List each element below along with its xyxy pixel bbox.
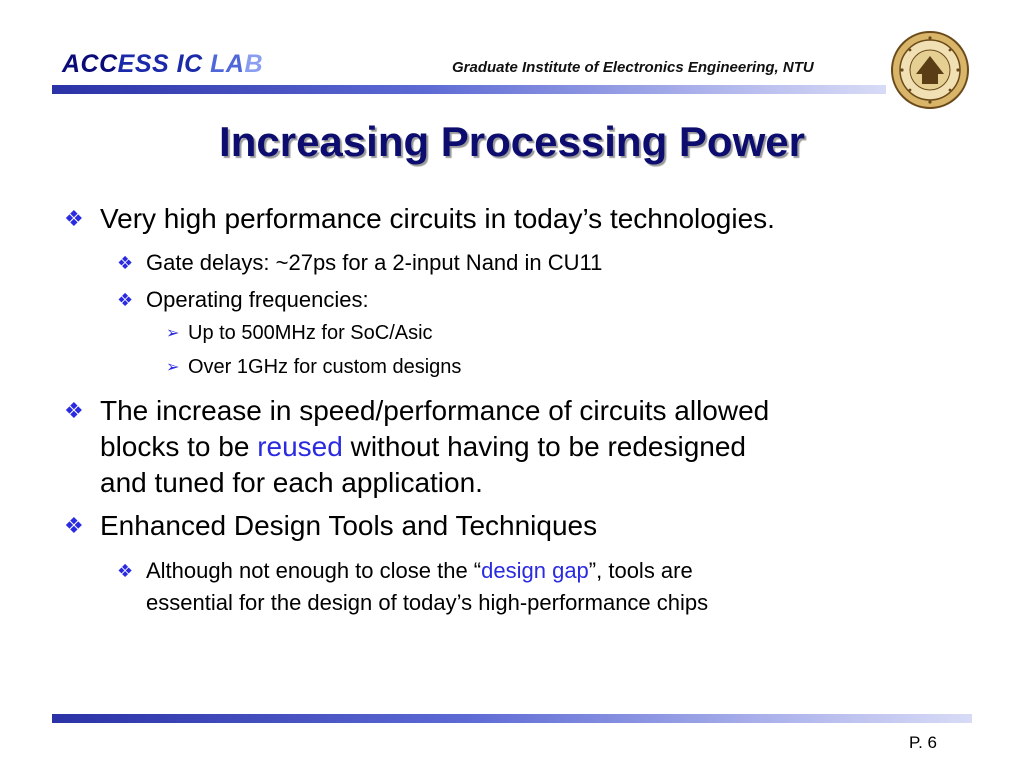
bullet-1b-2-text: Over 1GHz for custom designs xyxy=(188,356,462,378)
bullet-2-line-1: The increase in speed/performance of circuits allowed xyxy=(100,395,770,426)
lab-name-part-1: ACC xyxy=(62,50,118,78)
bullet-2-line-3: and tuned for each application. xyxy=(100,467,483,498)
bullet-3a-line-1-post: ”, tools are xyxy=(588,558,693,583)
arrow-bullet-icon: ➢ xyxy=(166,359,180,376)
bullet-3a-line-2: essential for the design of today’s high-performance chips xyxy=(146,590,709,615)
design-gap-highlight: design gap xyxy=(481,558,589,583)
lab-name-part-4: LA xyxy=(210,50,245,78)
footer-divider xyxy=(52,714,972,723)
bullet-3 xyxy=(64,510,597,542)
ntu-seal-icon xyxy=(890,30,970,110)
bullet-1b-2 xyxy=(166,356,461,379)
diamond-bullet-icon: ❖ xyxy=(64,206,84,231)
diamond-bullet-icon: ❖ xyxy=(64,513,84,538)
diamond-bullet-icon: ❖ xyxy=(117,253,134,273)
bullet-1-text: Very high performance circuits in today’s technologies. xyxy=(100,203,775,234)
bullet-3a xyxy=(117,555,708,618)
reused-highlight: reused xyxy=(257,431,343,462)
diamond-bullet-icon: ❖ xyxy=(117,561,134,581)
diamond-bullet-icon: ❖ xyxy=(117,290,134,310)
bullet-3-text: Enhanced Design Tools and Techniques xyxy=(100,510,598,541)
page-number: P. 6 xyxy=(908,733,937,752)
arrow-bullet-icon: ➢ xyxy=(166,325,180,342)
header-divider xyxy=(52,85,886,94)
bullet-1a-text: Gate delays: ~27ps for a 2-input Nand in CU11 xyxy=(146,250,603,275)
bullet-1a xyxy=(117,250,602,276)
lab-name-part-2: ESS xyxy=(117,50,170,78)
slide-title: Increasing Processing Power xyxy=(219,118,805,165)
bullet-1b-text: Operating frequencies: xyxy=(146,287,369,312)
lab-name xyxy=(62,50,263,79)
bullet-3a-line-1-pre: Although not enough to close the “ xyxy=(146,558,482,583)
lab-name-part-3: IC xyxy=(169,50,211,78)
bullet-1 xyxy=(64,203,775,235)
lab-name-part-5: B xyxy=(244,50,263,78)
bullet-1b-1 xyxy=(166,322,433,345)
institute-name: Graduate Institute of Electronics Engineering, NTU xyxy=(452,59,814,76)
bullet-2 xyxy=(64,393,769,501)
bullet-2-line-2-post: without having to be redesigned xyxy=(342,431,746,462)
bullet-1b-1-text: Up to 500MHz for SoC/Asic xyxy=(188,322,433,344)
diamond-bullet-icon: ❖ xyxy=(64,398,84,423)
bullet-1b xyxy=(117,287,369,313)
bullet-2-line-2-pre: blocks to be xyxy=(100,431,258,462)
